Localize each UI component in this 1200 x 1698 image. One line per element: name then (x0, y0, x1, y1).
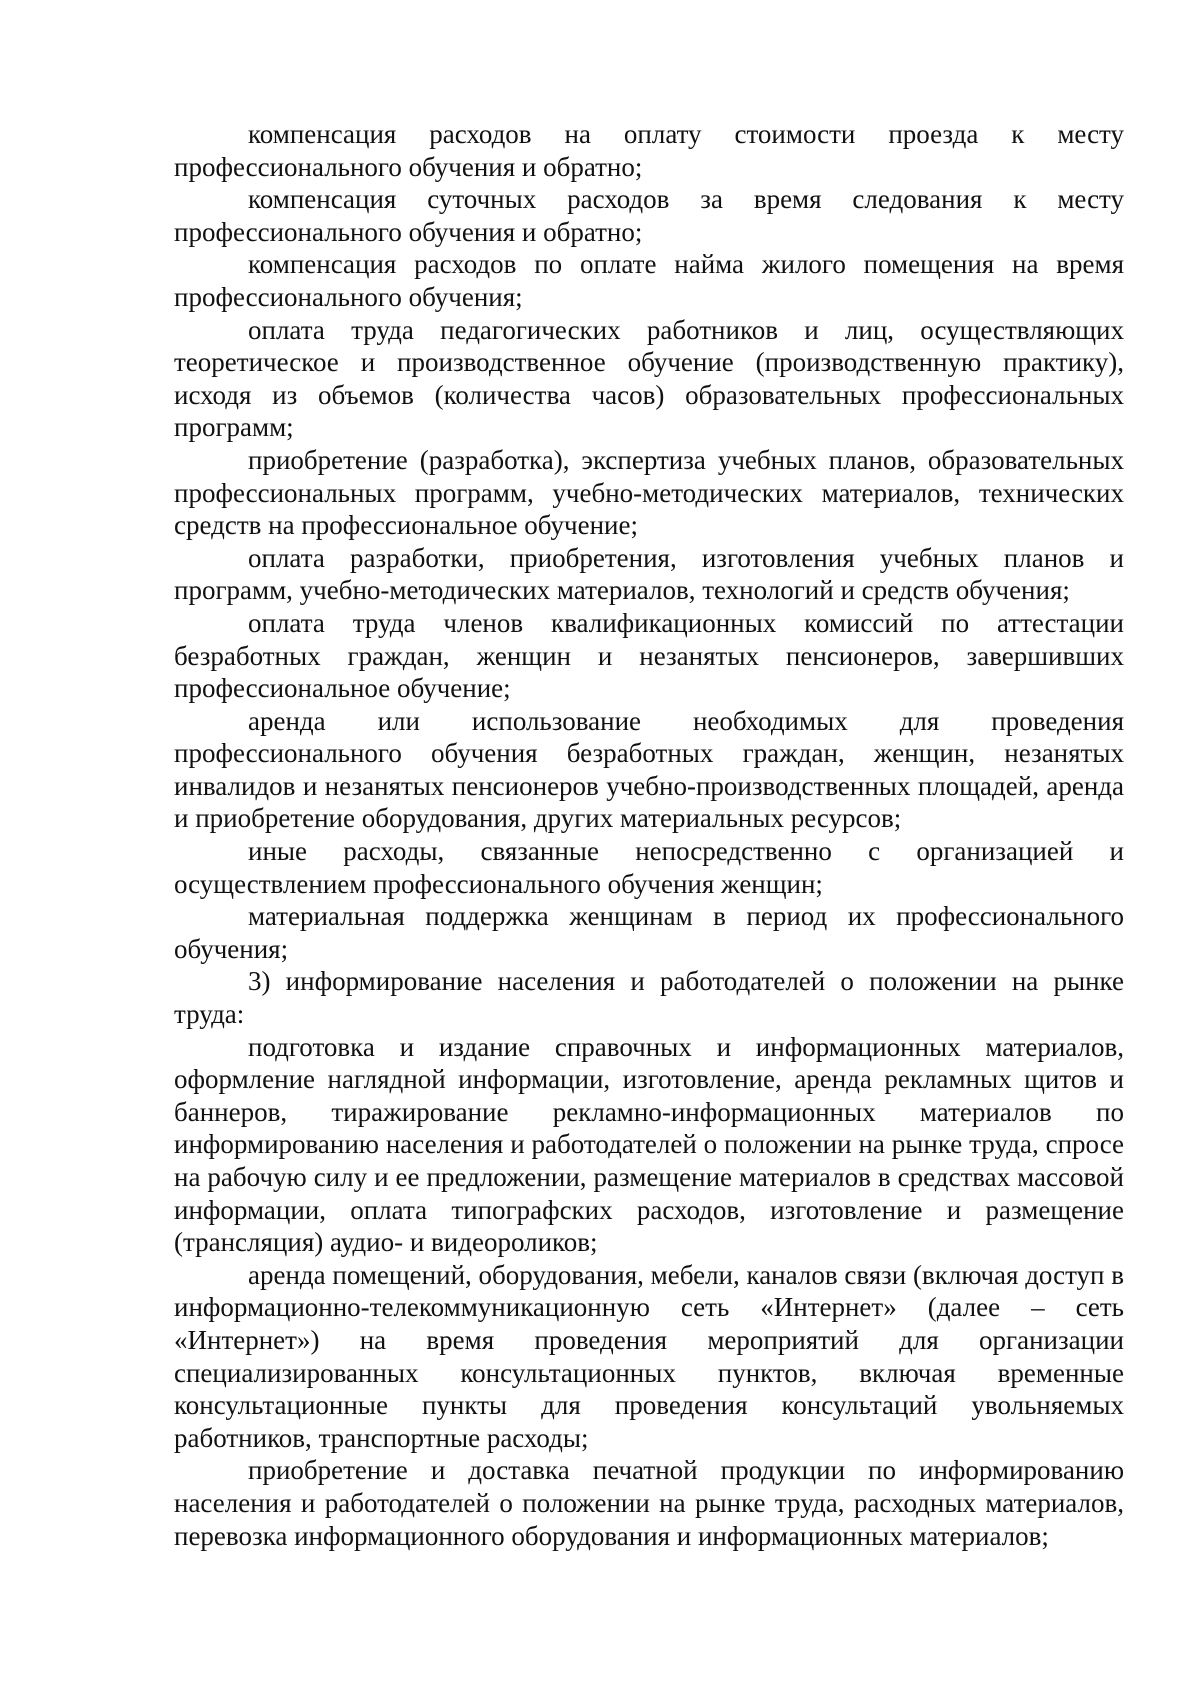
paragraph: подготовка и издание справочных и информационных материалов, оформление наглядной информации, изготовление, аренда рекламных щитов и баннеров, тиражирование рекламно-информационных материалов по информированию населения и работодателей о положении на рынке труда, спросе на рабочую силу и ее предложении, размещение материалов в средствах массовой информации, оплата типографских расходов, изготовление и размещение (трансляция) аудио- и видеороликов; (174, 1031, 1124, 1258)
paragraph: оплата труда педагогических работников и лиц, осуществляющих теоретическое и производственное обучение (производственную практику), исходя из объемов (количества часов) образовательных профессиональных программ; (174, 314, 1124, 443)
paragraph: компенсация расходов на оплату стоимости проезда к месту профессионального обучения и обратно; (174, 119, 1124, 182)
paragraph: оплата труда членов квалификационных комиссий по аттестации безработных граждан, женщин и незанятых пенсионеров, завершивших профессиональное обучение; (174, 607, 1124, 704)
paragraph: 3) информирование населения и работодателей о положении на рынке труда: (174, 966, 1124, 1030)
document-page (174, 118, 1124, 1552)
paragraph: материальная поддержка женщинам в период их профессионального обучения; (174, 901, 1124, 964)
paragraph: компенсация расходов по оплате найма жилого помещения на время профессионального обучения; (174, 249, 1124, 312)
paragraph: компенсация суточных расходов за время следования к месту профессионального обучения и обратно; (174, 184, 1124, 247)
paragraph: иные расходы, связанные непосредственно с организацией и осуществлением профессионального обучения женщин; (174, 836, 1124, 899)
paragraph: оплата разработки, приобретения, изготовления учебных планов и программ, учебно-методических материалов, технологий и средств обучения; (174, 542, 1124, 606)
paragraph: приобретение (разработка), экспертиза учебных планов, образовательных профессиональных программ, учебно-методических материалов, технических средств на профессиональное обучение; (174, 444, 1124, 541)
paragraph: приобретение и доставка печатной продукции по информированию населения и работодателей о положении на рынке труда, расходных материалов, перевозка информационного оборудования и информационных материалов; (174, 1455, 1124, 1551)
paragraph: аренда или использование необходимых для проведения профессионального обучения безработных граждан, женщин, незанятых инвалидов и незанятых пенсионеров учебно-производственных площадей, аренда и приобретение оборудования, других материальных ресурсов; (174, 705, 1124, 834)
paragraph: аренда помещений, оборудования, мебели, каналов связи (включая доступ в информационно-телекоммуникационную сеть «Интернет» (далее – сеть «Интернет») на время проведения мероприятий для организации специализированных консультационных пунктов, включая временные консультационные пункты для проведения консультаций увольняемых работников, транспортные расходы; (174, 1259, 1124, 1453)
